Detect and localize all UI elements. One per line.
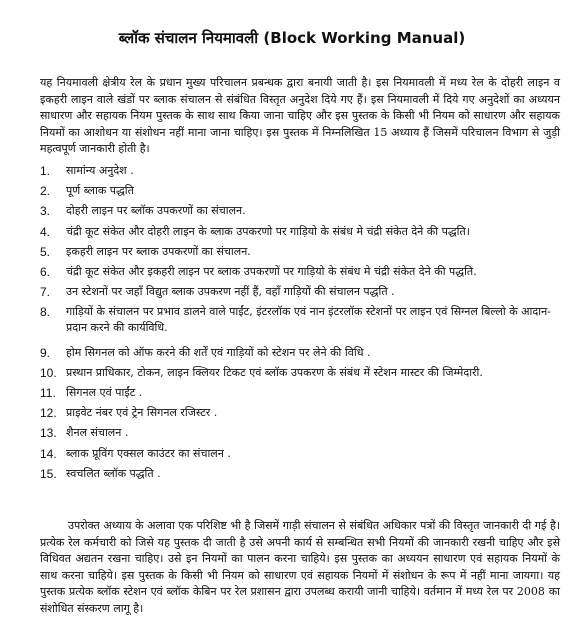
closing-paragraph: उपरोक्त अध्याय के अलावा एक परिशिष्ट भी है जिसमें गाड़ी संचालन से संबंधित अधिकार पत्रों की विस्तृत जानकारी दी गई है। प्रत्येक रेल कर्मचारी को जिसे यह पुस्तक दी जाती है उसे अपनी कार्य से सम्बन्धित सभी नियमों की जानकारी रखनी चाहिए और इसे विधिवत अद्यतन रखना चाहिए। उसे इन नियमों का पालन करना चाहिये। इस पुस्तक का अध्ययन साधारण एवं सहायक नियमों के साथ करना चाहिये। इस पुस्तक के किसी भी नियम को साधारण एवं सहायक नियमों में संशोधन के रूप में नहीं माना जायगा। यह पुस्तक प्रत्येक ब्लॉक स्टेशन एवं ब्लॉक केबिन पर रेल प्रशासन द्वारा उपलब्ध करायी जानी चाहिये। वर्तमान में मध्य रेल पर 2008 का संशोधित संस्करण लागू है। <box>40 519 560 615</box>
list-item <box>40 244 560 264</box>
chapter-title: इकहरी लाइन पर ब्लाक उपकरणों का संचालन. <box>66 244 251 258</box>
list-item <box>40 466 560 486</box>
list-item <box>40 446 560 466</box>
list-item <box>40 304 560 344</box>
chapter-title: शैनल संचालन . <box>66 426 129 440</box>
chapter-title: प्रस्थान प्राधिकार, टोकन, लाइन क्लियर टिकट एवं ब्लॉक उपकरण के संबंध में स्टेशन मास्टर की जिम्मेदारी. <box>66 365 483 379</box>
chapter-title: पूर्ण ब्लाक पद्धति <box>66 184 134 198</box>
chapter-title: उन स्टेशनों पर जहाँ विद्युत ब्लाक उपकरण नहीं हैं, वहाँ गाड़ियों की संचालन पद्धति . <box>66 285 395 299</box>
document-title: ब्लॉक संचालन नियमावली (Block Working Manual) <box>118 29 466 47</box>
list-item <box>40 365 560 385</box>
chapter-title: चंद्री कूट संकेत और दोहरी लाइन के ब्लाक उपकरणो पर गाड़ियो के संबंध मे चंद्री संकेत देने की पद्धति। <box>66 224 470 238</box>
chapter-number: 4. <box>40 224 51 239</box>
chapter-number: 10. <box>40 365 57 380</box>
list-item <box>40 163 560 183</box>
chapter-title: चंद्री कूट संकेत और इकहरी लाइन पर ब्लाक उपकरणों पर गाड़ियो के संबंध मे चंद्री संकेत देने की पद्धति. <box>66 264 477 278</box>
chapter-title: दोहरी लाइन पर ब्लॉक उपकरणों का संचालन. <box>66 204 246 218</box>
chapter-number: 15. <box>40 466 57 481</box>
list-item <box>40 385 560 405</box>
list-item <box>40 183 560 203</box>
list-item <box>40 405 560 425</box>
chapter-title: होम सिगनल को ऑफ करने की शर्तें एवं गाड़ियों को स्टेशन पर लेने की विधि . <box>66 345 371 359</box>
list-item <box>40 284 560 304</box>
chapter-number: 3. <box>40 204 51 219</box>
list-item <box>40 224 560 244</box>
chapter-number: 11. <box>40 386 56 401</box>
chapter-number: 6. <box>40 264 51 279</box>
chapter-title: प्राइवेट नंबर एवं ट्रेन सिगनल रजिस्टर . <box>66 406 218 420</box>
chapter-number: 9. <box>40 345 51 360</box>
chapter-number: 7. <box>40 285 51 300</box>
chapter-title: ब्लाक प्रूविंग एक्सल काउंटर का संचालन . <box>66 446 231 460</box>
chapter-number: 13. <box>40 426 57 441</box>
chapter-number: 2. <box>40 184 51 199</box>
chapter-number: 14. <box>40 446 57 461</box>
chapter-number: 12. <box>40 406 57 421</box>
chapter-number: 5. <box>40 244 51 259</box>
chapter-title: सिगनल एवं पाईंट . <box>66 386 143 400</box>
chapter-number: 1. <box>40 164 51 178</box>
list-item <box>40 203 560 223</box>
chapter-list <box>40 163 560 486</box>
list-item <box>40 264 560 284</box>
chapter-title: सामांन्य अनुदेश . <box>66 164 134 177</box>
chapter-number: 8. <box>40 305 51 320</box>
chapter-title: स्वचलित ब्लॉक पद्धति . <box>66 466 161 480</box>
intro-paragraph: यह नियमावली क्षेत्रीय रेल के प्रधान मुख्य परिचालन प्रबन्धक द्वारा बनायी जाती है। इस नियमावली में मध्य रेल के दोहरी लाइन व इकहरी लाइन वाले खंडों पर ब्लाक संचालन से संबंधित विस्तृत अनुदेश दिये गए हैं। इस नियमावली में दिये गए अनुदेशों का अध्ययन साधारण और सहायक नियम पुस्तक के साथ साथ किया जाना चाहिए और इस पुस्तक के किसी भी नियम को साधारण और सहायक नियमों का आशोधन या संशोधन नहीं माना जाना चाहिए। इस पुस्तक में निम्नलिखित 15 अध्याय हैं जिसमें परिचालन विभाग से जुड़ी महत्वपूर्ण जानकारी होती है। <box>40 76 560 155</box>
chapter-title: गाड़ियों के संचालन पर प्रभाव डालने वाले पाईंट, इंटरलॉक एवं नान इंटरलॉक स्टेशनों पर लाइन एवं सिग्नल बिल्लो के आदान-प्रदान करने की कार्यविधि. <box>66 305 551 335</box>
list-item <box>40 425 560 445</box>
list-item <box>40 345 560 365</box>
